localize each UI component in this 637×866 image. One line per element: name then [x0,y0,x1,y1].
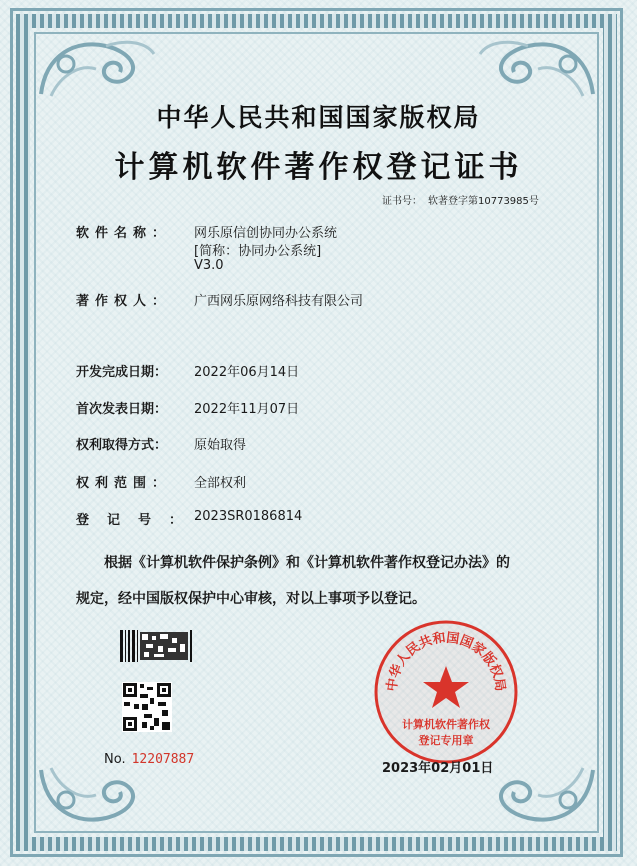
certificate-number-label: 证书号： [382,196,422,207]
serial-value: 12207887 [131,752,195,767]
field-value: 网乐原信创协同办公系统 [194,226,338,241]
seal-line: 计算机软件著作权 [402,718,490,731]
certificate-title: 计算机软件著作权登记证书 [114,150,523,185]
field-label: 软件名称： [76,226,172,241]
field-label: 权利范围： [76,476,172,491]
corner-scroll-ornament-icon [478,760,598,830]
field-value: 广西网乐原网络科技有限公司 [194,294,364,309]
field-value: 2023SR0186814 [194,509,303,524]
qr-code-icon [122,682,172,732]
field-value: 2022年11月07日 [194,402,300,417]
serial-label: No. [104,752,126,767]
field-label: 登记号： [76,513,201,528]
field-label: 著作权人： [76,294,172,309]
field-value: 原始取得 [194,438,247,453]
serial-number [104,752,194,767]
field-label: 权利取得方式： [76,438,168,453]
corner-scroll-ornament-icon [36,760,156,830]
legal-statement-line: 根据《计算机软件保护条例》和《计算机软件著作权登记办法》的 [104,555,510,571]
legal-statement-line: 规定，经中国版权保护中心审核，对以上事项予以登记。 [76,591,426,607]
field-value: V3.0 [194,258,224,273]
certificate-number [382,192,539,207]
seal-line: 登记专用章 [418,734,474,747]
seal-arc-text: 中华人民共和国国家版权局 [384,630,508,693]
field-value: 2022年06月14日 [194,365,300,380]
field-value: 全部权利 [194,476,247,491]
corner-scroll-ornament-icon [478,34,598,104]
corner-scroll-ornament-icon [36,34,156,104]
field-label: 开发完成日期： [76,365,168,380]
field-value: [简称：协同办公系统] [194,244,322,259]
barcode-icon [120,630,192,662]
field-label: 首次发表日期： [76,402,168,417]
certificate-number-value: 软著登字第10773985号 [428,196,539,207]
issue-date: 2023年02月01日 [382,761,494,776]
legal-statement [76,545,566,617]
issuing-authority: 中华人民共和国国家版权局 [156,103,481,132]
